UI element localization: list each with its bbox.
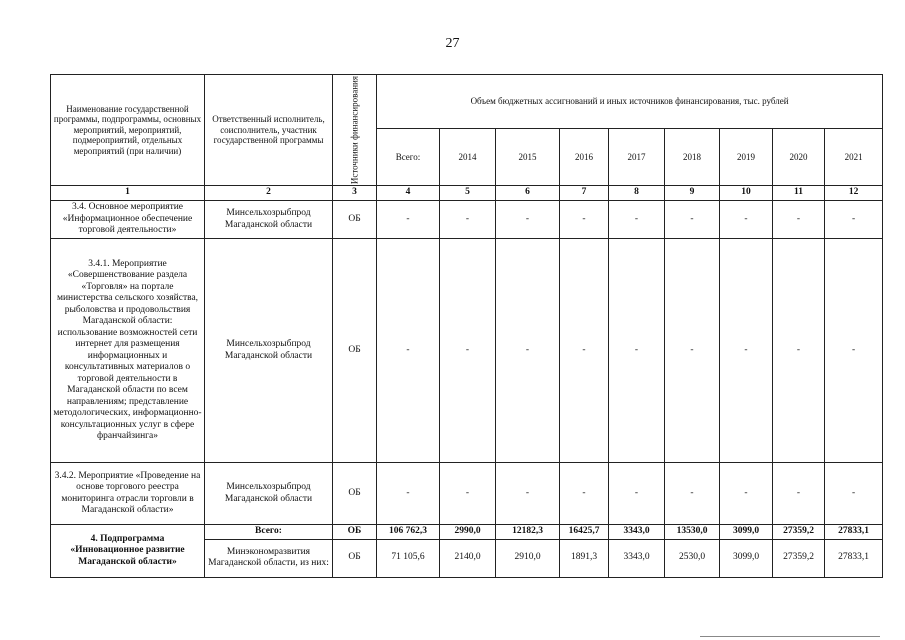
value-cell: - xyxy=(773,239,825,463)
source-cell: ОБ xyxy=(333,239,377,463)
column-number: 1 xyxy=(51,186,205,201)
value-cell: - xyxy=(720,463,773,525)
value-cell: - xyxy=(440,239,496,463)
value-cell: - xyxy=(773,463,825,525)
value-cell: - xyxy=(773,201,825,239)
value-cell: - xyxy=(665,239,720,463)
header-total: Всего: xyxy=(377,129,440,186)
value-cell: - xyxy=(665,463,720,525)
header-year: 2018 xyxy=(665,129,720,186)
header-year: 2020 xyxy=(773,129,825,186)
value-cell: - xyxy=(560,463,609,525)
value-cell: - xyxy=(496,239,560,463)
value-cell: - xyxy=(609,239,665,463)
value-cell: 3343,0 xyxy=(609,539,665,577)
value-cell: - xyxy=(609,463,665,525)
value-cell: 2910,0 xyxy=(496,539,560,577)
activity-name: 3.4.1. Мероприятие «Совершенствование раздела «Торговля» на портале министерства сельского хозяйства, рыболовства и продовольствия Магаданской области: использование возможностей сети интернет для размещения информационных и консультативных материалов о торговой деятельности в Магаданской области по всем направлениям; представление методологических, информационно-консультационных услуг в сфере франчайзинга» xyxy=(51,239,205,463)
header-program-name: Наименование государственной программы, подпрограммы, основных мероприятий, мероприятий, подмероприятий, отдельных мероприятий (при наличии) xyxy=(51,75,205,186)
column-number: 4 xyxy=(377,186,440,201)
value-cell: - xyxy=(377,201,440,239)
header-year: 2015 xyxy=(496,129,560,186)
value-cell: 16425,7 xyxy=(560,525,609,540)
activity-name: 3.4.2. Мероприятие «Проведение на основе торгового реестра мониторинга отрасли торговли в Магаданской области» xyxy=(51,463,205,525)
value-cell: - xyxy=(560,201,609,239)
subprogram-name: 4. Подпрограмма «Инновационное развитие Магаданской области» xyxy=(51,525,205,578)
value-cell: 71 105,6 xyxy=(377,539,440,577)
value-cell: 27359,2 xyxy=(773,539,825,577)
executor-cell: Минсельхозрыбпрод Магаданской области xyxy=(205,463,333,525)
value-cell: - xyxy=(720,201,773,239)
footer-divider xyxy=(700,636,880,637)
header-funding-volume: Объем бюджетных ассигнований и иных источников финансирования, тыс. рублей xyxy=(377,75,883,129)
column-number: 11 xyxy=(773,186,825,201)
table-row xyxy=(51,463,883,525)
value-cell: - xyxy=(496,463,560,525)
column-number: 3 xyxy=(333,186,377,201)
table-row xyxy=(51,201,883,239)
column-number: 10 xyxy=(720,186,773,201)
value-cell: - xyxy=(377,463,440,525)
column-number: 2 xyxy=(205,186,333,201)
column-number: 9 xyxy=(665,186,720,201)
source-cell: ОБ xyxy=(333,525,377,540)
column-number: 8 xyxy=(609,186,665,201)
value-cell: - xyxy=(560,239,609,463)
source-cell: ОБ xyxy=(333,463,377,525)
column-number: 6 xyxy=(496,186,560,201)
value-cell: - xyxy=(440,463,496,525)
header-year: 2021 xyxy=(825,129,883,186)
header-year: 2017 xyxy=(609,129,665,186)
value-cell: 3099,0 xyxy=(720,539,773,577)
value-cell: 27833,1 xyxy=(825,525,883,540)
header-executor: Ответственный исполнитель, соисполнитель, участник государственной программы xyxy=(205,75,333,186)
value-cell: 12182,3 xyxy=(496,525,560,540)
header-year: 2016 xyxy=(560,129,609,186)
column-number: 5 xyxy=(440,186,496,201)
column-number-row xyxy=(51,186,883,201)
value-cell: 27833,1 xyxy=(825,539,883,577)
value-cell: - xyxy=(496,201,560,239)
value-cell: - xyxy=(825,239,883,463)
activity-name: 3.4. Основное мероприятие «Информационное обеспечение торговой деятельности» xyxy=(51,201,205,239)
value-cell: - xyxy=(665,201,720,239)
value-cell: 3343,0 xyxy=(609,525,665,540)
subprogram-total-label: Всего: xyxy=(205,525,333,540)
value-cell: 2530,0 xyxy=(665,539,720,577)
column-number: 7 xyxy=(560,186,609,201)
value-cell: 27359,2 xyxy=(773,525,825,540)
executor-cell: Минсельхозрыбпрод Магаданской области xyxy=(205,201,333,239)
source-cell: ОБ xyxy=(333,201,377,239)
value-cell: - xyxy=(609,201,665,239)
value-cell: 13530,0 xyxy=(665,525,720,540)
value-cell: 2140,0 xyxy=(440,539,496,577)
header-year: 2014 xyxy=(440,129,496,186)
value-cell: - xyxy=(720,239,773,463)
value-cell: 1891,3 xyxy=(560,539,609,577)
subprogram-total-row xyxy=(51,525,883,540)
value-cell: - xyxy=(377,239,440,463)
page-number: 27 xyxy=(445,36,460,51)
column-number: 12 xyxy=(825,186,883,201)
value-cell: - xyxy=(825,201,883,239)
executor-cell: Минэкономразвития Магаданской области, из них: xyxy=(205,539,333,577)
budget-table xyxy=(50,74,883,578)
value-cell: 2990,0 xyxy=(440,525,496,540)
header-year: 2019 xyxy=(720,129,773,186)
executor-cell: Минсельхозрыбпрод Магаданской области xyxy=(205,239,333,463)
value-cell: - xyxy=(440,201,496,239)
table-row xyxy=(51,239,883,463)
value-cell: 3099,0 xyxy=(720,525,773,540)
value-cell: - xyxy=(825,463,883,525)
source-cell: ОБ xyxy=(333,539,377,577)
header-funding-source: Источники финансирования xyxy=(333,75,377,186)
value-cell: 106 762,3 xyxy=(377,525,440,540)
